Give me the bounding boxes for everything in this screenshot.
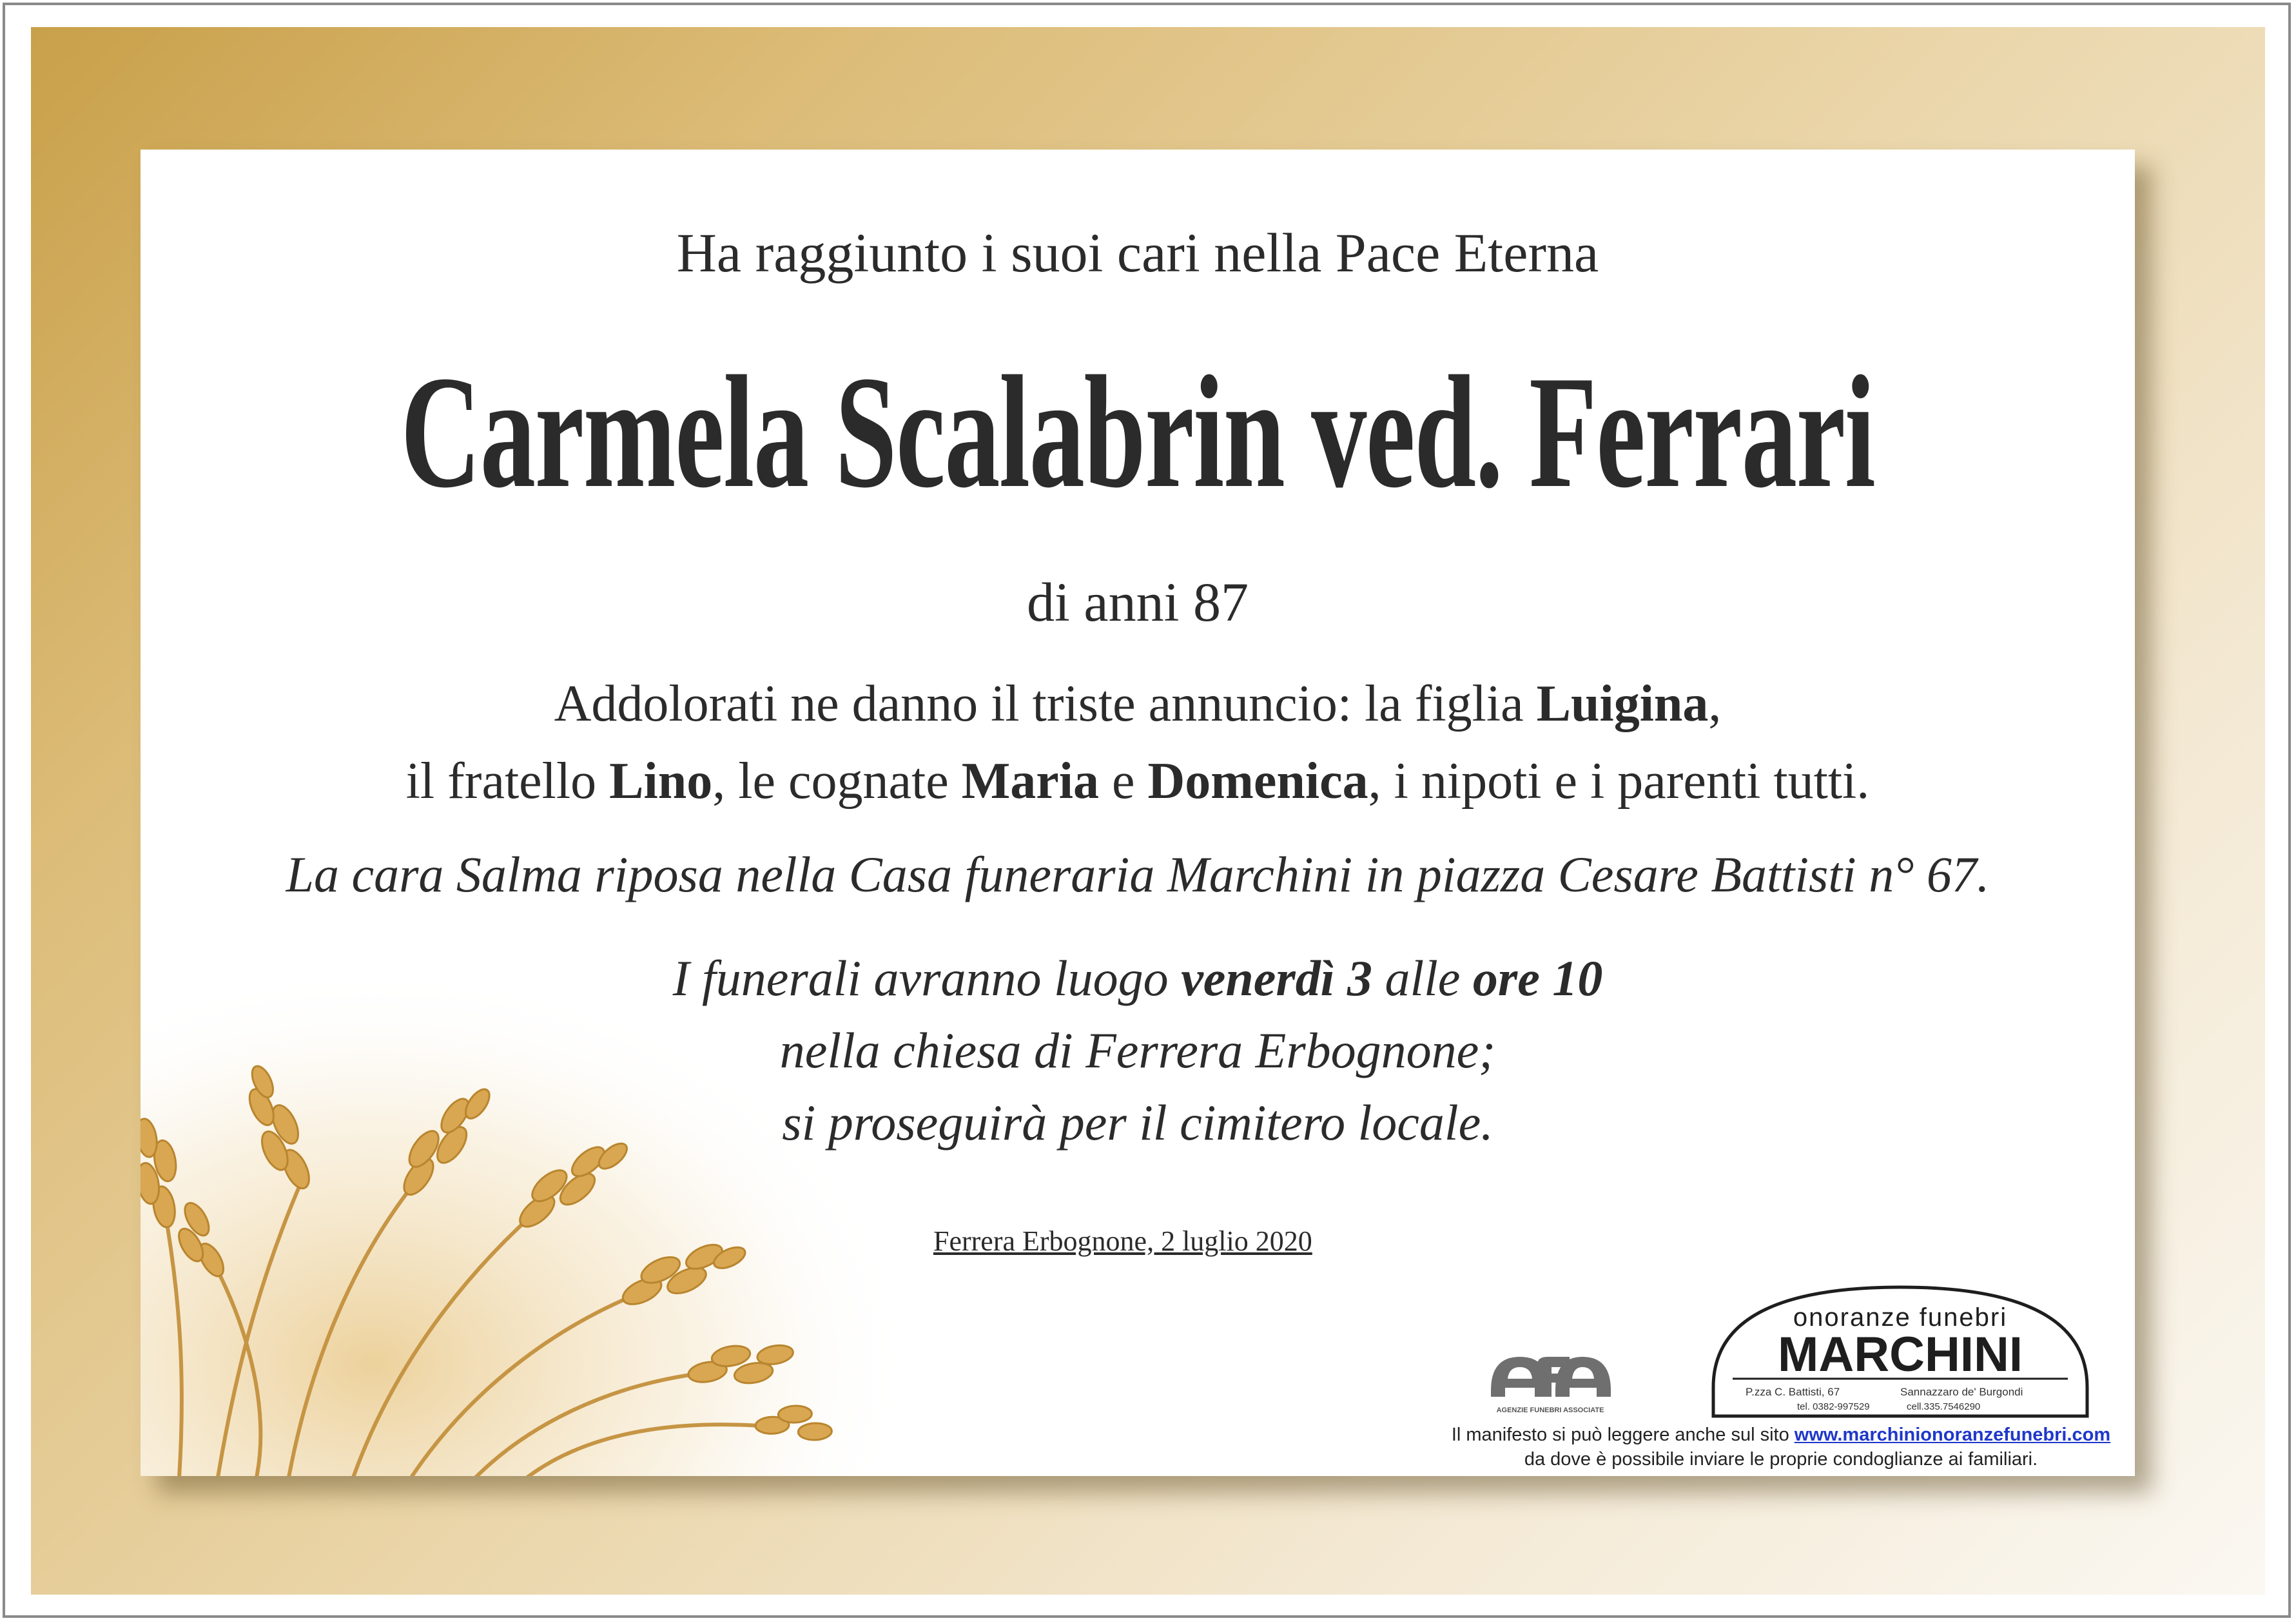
relative-name: Domenica	[1147, 753, 1368, 810]
afa-subtitle: AGENZIE FUNEBRI ASSOCIATE	[1496, 1406, 1604, 1414]
announce-text: , i nipoti e i parenti tutti.	[1368, 753, 1870, 810]
announce-text: e	[1098, 753, 1148, 810]
marchini-phone: tel. 0382-997529	[1797, 1401, 1870, 1412]
funeral-text: I funerali avranno luogo	[672, 950, 1182, 1006]
marchini-tagline: onoranze funebri	[1793, 1303, 2008, 1332]
website-prefix: Il manifesto si può leggere anche sul sito	[1451, 1424, 1795, 1445]
funeral-line-3: si proseguirà per il cimitero locale.	[782, 1094, 1493, 1151]
obituary-card	[141, 150, 2135, 1476]
announcement-line-1	[141, 665, 2135, 743]
marchini-logo	[1707, 1274, 2094, 1426]
salma-text: La cara Salma riposa nella Casa funeraria Marchini in piazza Cesare Battisti n° 67.	[286, 846, 1990, 902]
age-text: di anni 87	[1027, 571, 1249, 633]
marchini-town: Sannazzaro de' Burgondi	[1900, 1386, 2023, 1398]
funeral-text: alle	[1372, 950, 1473, 1006]
afa-logo-icon	[1484, 1345, 1617, 1423]
relative-name: Maria	[961, 753, 1099, 810]
funeral-line-2: nella chiesa di Ferrera Erbognone;	[779, 1022, 1496, 1078]
announcement-line-2	[141, 743, 2135, 820]
website-link[interactable]: www.marchinionoranzefunebri.com	[1794, 1424, 2111, 1445]
dateline: Ferrera Erbognone, 2 luglio 2020	[933, 1225, 1312, 1257]
relative-name: Lino	[609, 753, 713, 810]
announce-text: ,	[1708, 675, 1722, 732]
website-note-line-2: da dove è possibile inviare le proprie condoglianze ai familiari.	[1524, 1449, 2038, 1470]
deceased-name: Carmela Scalabrin ved. Ferrari	[400, 343, 1875, 521]
website-note-line-1	[1339, 1423, 2135, 1447]
marchini-cell: cell.335.7546290	[1907, 1401, 1981, 1412]
intro-text: Ha raggiunto i suoi cari nella Pace Eterna	[676, 222, 1599, 284]
funeral-details	[141, 942, 2135, 1159]
marchini-address: P.zza C. Battisti, 67	[1746, 1386, 1840, 1398]
marchini-name: MARCHINI	[1778, 1327, 2023, 1382]
announce-text: , le cognate	[712, 753, 962, 810]
funeral-day: venerdì 3	[1181, 950, 1372, 1006]
announcement	[141, 665, 2135, 820]
announce-text: il fratello	[405, 753, 610, 810]
announce-text: Addolorati ne danno il triste annuncio: la figlia	[554, 675, 1537, 732]
funeral-line-1	[141, 942, 2135, 1015]
website-note	[1339, 1423, 2135, 1472]
funeral-time: ore 10	[1472, 950, 1603, 1006]
relative-name: Luigina	[1536, 675, 1709, 732]
